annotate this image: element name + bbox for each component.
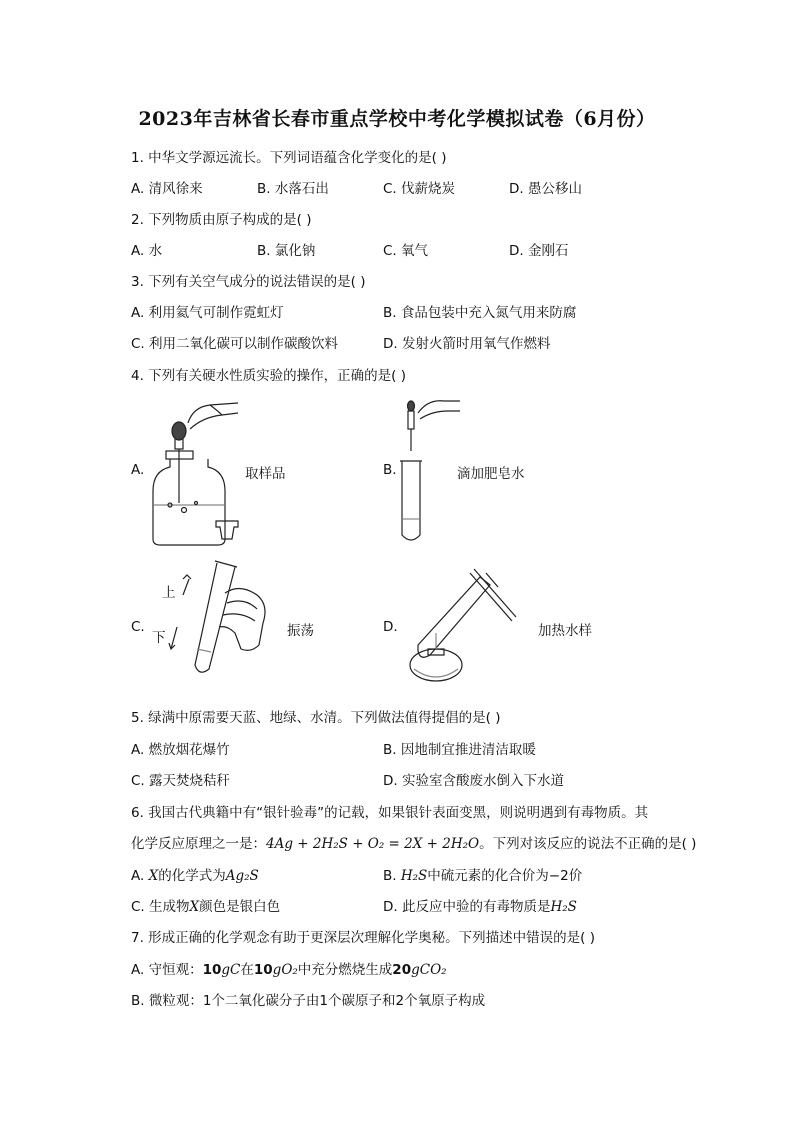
- q1-option-c: C. 伐薪烧炭: [383, 181, 456, 197]
- q4-option-d-label: 加热水样: [538, 623, 592, 639]
- q5-option-c: C. 露天焚烧秸秆: [131, 773, 231, 789]
- reaction-equation: 4Ag + 2H₂S + O₂ = 2X + 2H₂O: [266, 836, 480, 852]
- q4-option-c-up-label: 上: [162, 585, 176, 601]
- q2-option-c: C. 氧气: [383, 243, 429, 259]
- question-3-stem: 3. 下列有关空气成分的说法错误的是( ): [131, 274, 366, 290]
- reagent-bottle-dropper-figure: [148, 393, 240, 548]
- q7-a-mass3: 20: [392, 962, 412, 978]
- q7-a-unit3: gCO₂: [411, 962, 447, 978]
- q5-option-a: A. 燃放烟花爆竹: [131, 742, 230, 758]
- question-7-stem: 7. 形成正确的化学观念有助于更深层次理解化学奥秘。下列描述中错误的是( ): [131, 930, 595, 946]
- q6-a-x: X: [148, 868, 159, 884]
- q4-option-a-letter: A.: [131, 462, 145, 478]
- q1-option-d: D. 愚公移山: [509, 181, 582, 197]
- q6-c-x: X: [189, 899, 200, 915]
- q4-option-c-down-label: 下: [152, 630, 166, 646]
- q4-option-c-label: 振荡: [287, 623, 314, 639]
- q7-a-unit2: gO₂: [272, 962, 298, 978]
- q4-option-b-label: 滴加肥皂水: [457, 466, 525, 482]
- q6-a-mid: 的化学式为: [158, 868, 226, 884]
- q7-a-mass2: 10: [253, 962, 273, 978]
- q6-d-formula: H₂S: [550, 899, 577, 915]
- q7-a-mass1: 10: [202, 962, 222, 978]
- q6-b-prefix: B.: [383, 868, 401, 884]
- q6-stem-prefix: 化学反应原理之一是：: [131, 836, 266, 852]
- q6-option-d: [383, 895, 577, 915]
- q3-option-b: B. 食品包装中充入氮气用来防腐: [383, 305, 577, 321]
- q4-option-b-letter: B.: [383, 462, 397, 478]
- question-1-stem: 1. 中华文学源远流长。下列词语蕴含化学变化的是( ): [131, 150, 447, 166]
- q6-stem-suffix: 。下列对该反应的说法不正确的是( ): [479, 836, 697, 852]
- heating-test-tube-figure: [400, 563, 530, 691]
- exam-title: 2023年吉林省长春市重点学校中考化学模拟试卷（6月份）: [138, 108, 656, 130]
- q7-a-prefix: A. 守恒观：: [131, 962, 203, 978]
- q1-option-a: A. 清风徐来: [131, 181, 203, 197]
- q6-c-prefix: C. 生成物: [131, 899, 190, 915]
- shaking-test-tube-figure: [165, 553, 285, 693]
- q2-option-a: A. 水: [131, 243, 163, 259]
- q2-option-b: B. 氯化钠: [257, 243, 316, 259]
- q3-option-d: D. 发射火箭时用氧气作燃料: [383, 336, 551, 352]
- q6-option-c: [131, 895, 280, 915]
- q7-a-word2: 中充分燃烧生成: [297, 962, 393, 978]
- question-6-stem-line1: 6. 我国古代典籍中有“银针验毒”的记载，如果银针表面变黑，则说明遇到有毒物质。其: [131, 805, 649, 821]
- q7-a-word1: 在: [240, 962, 254, 978]
- q4-option-c-letter: C.: [131, 619, 145, 635]
- q6-option-a: [131, 864, 259, 884]
- q7-option-a: [131, 958, 447, 978]
- q7-a-unit1: gC: [221, 962, 241, 978]
- q5-option-d: D. 实验室含酸废水倒入下水道: [383, 773, 564, 789]
- q5-option-b: B. 因地制宜推进清洁取暖: [383, 742, 536, 758]
- question-2-stem: 2. 下列物质由原子构成的是( ): [131, 212, 312, 228]
- question-5-stem: 5. 绿满中原需要天蓝、地绿、水清。下列做法值得提倡的是( ): [131, 710, 501, 726]
- q6-option-b: [383, 864, 582, 884]
- q6-a-prefix: A.: [131, 868, 149, 884]
- q6-a-formula: Ag₂S: [225, 868, 259, 884]
- q1-option-b: B. 水落石出: [257, 181, 329, 197]
- test-tube-dropper-figure: [398, 393, 462, 548]
- q2-option-d: D. 金刚石: [509, 243, 569, 259]
- q6-b-suffix: 中硫元素的化合价为−2价: [427, 868, 583, 884]
- q3-option-a: A. 利用氦气可制作霓虹灯: [131, 305, 284, 321]
- q3-option-c: C. 利用二氧化碳可以制作碳酸饮料: [131, 336, 339, 352]
- question-6-stem-line2: [131, 832, 696, 852]
- question-4-stem: 4. 下列有关硬水性质实验的操作，正确的是( ): [131, 368, 406, 384]
- q7-option-b: B. 微粒观：1个二氧化碳分子由1个碳原子和2个氧原子构成: [131, 993, 486, 1009]
- q4-option-a-label: 取样品: [245, 466, 286, 482]
- q4-option-d-letter: D.: [383, 619, 398, 635]
- q6-d-prefix: D. 此反应中验的有毒物质是: [383, 899, 551, 915]
- q6-b-formula: H₂S: [400, 868, 428, 884]
- q6-c-suffix: 颜色是银白色: [199, 899, 281, 915]
